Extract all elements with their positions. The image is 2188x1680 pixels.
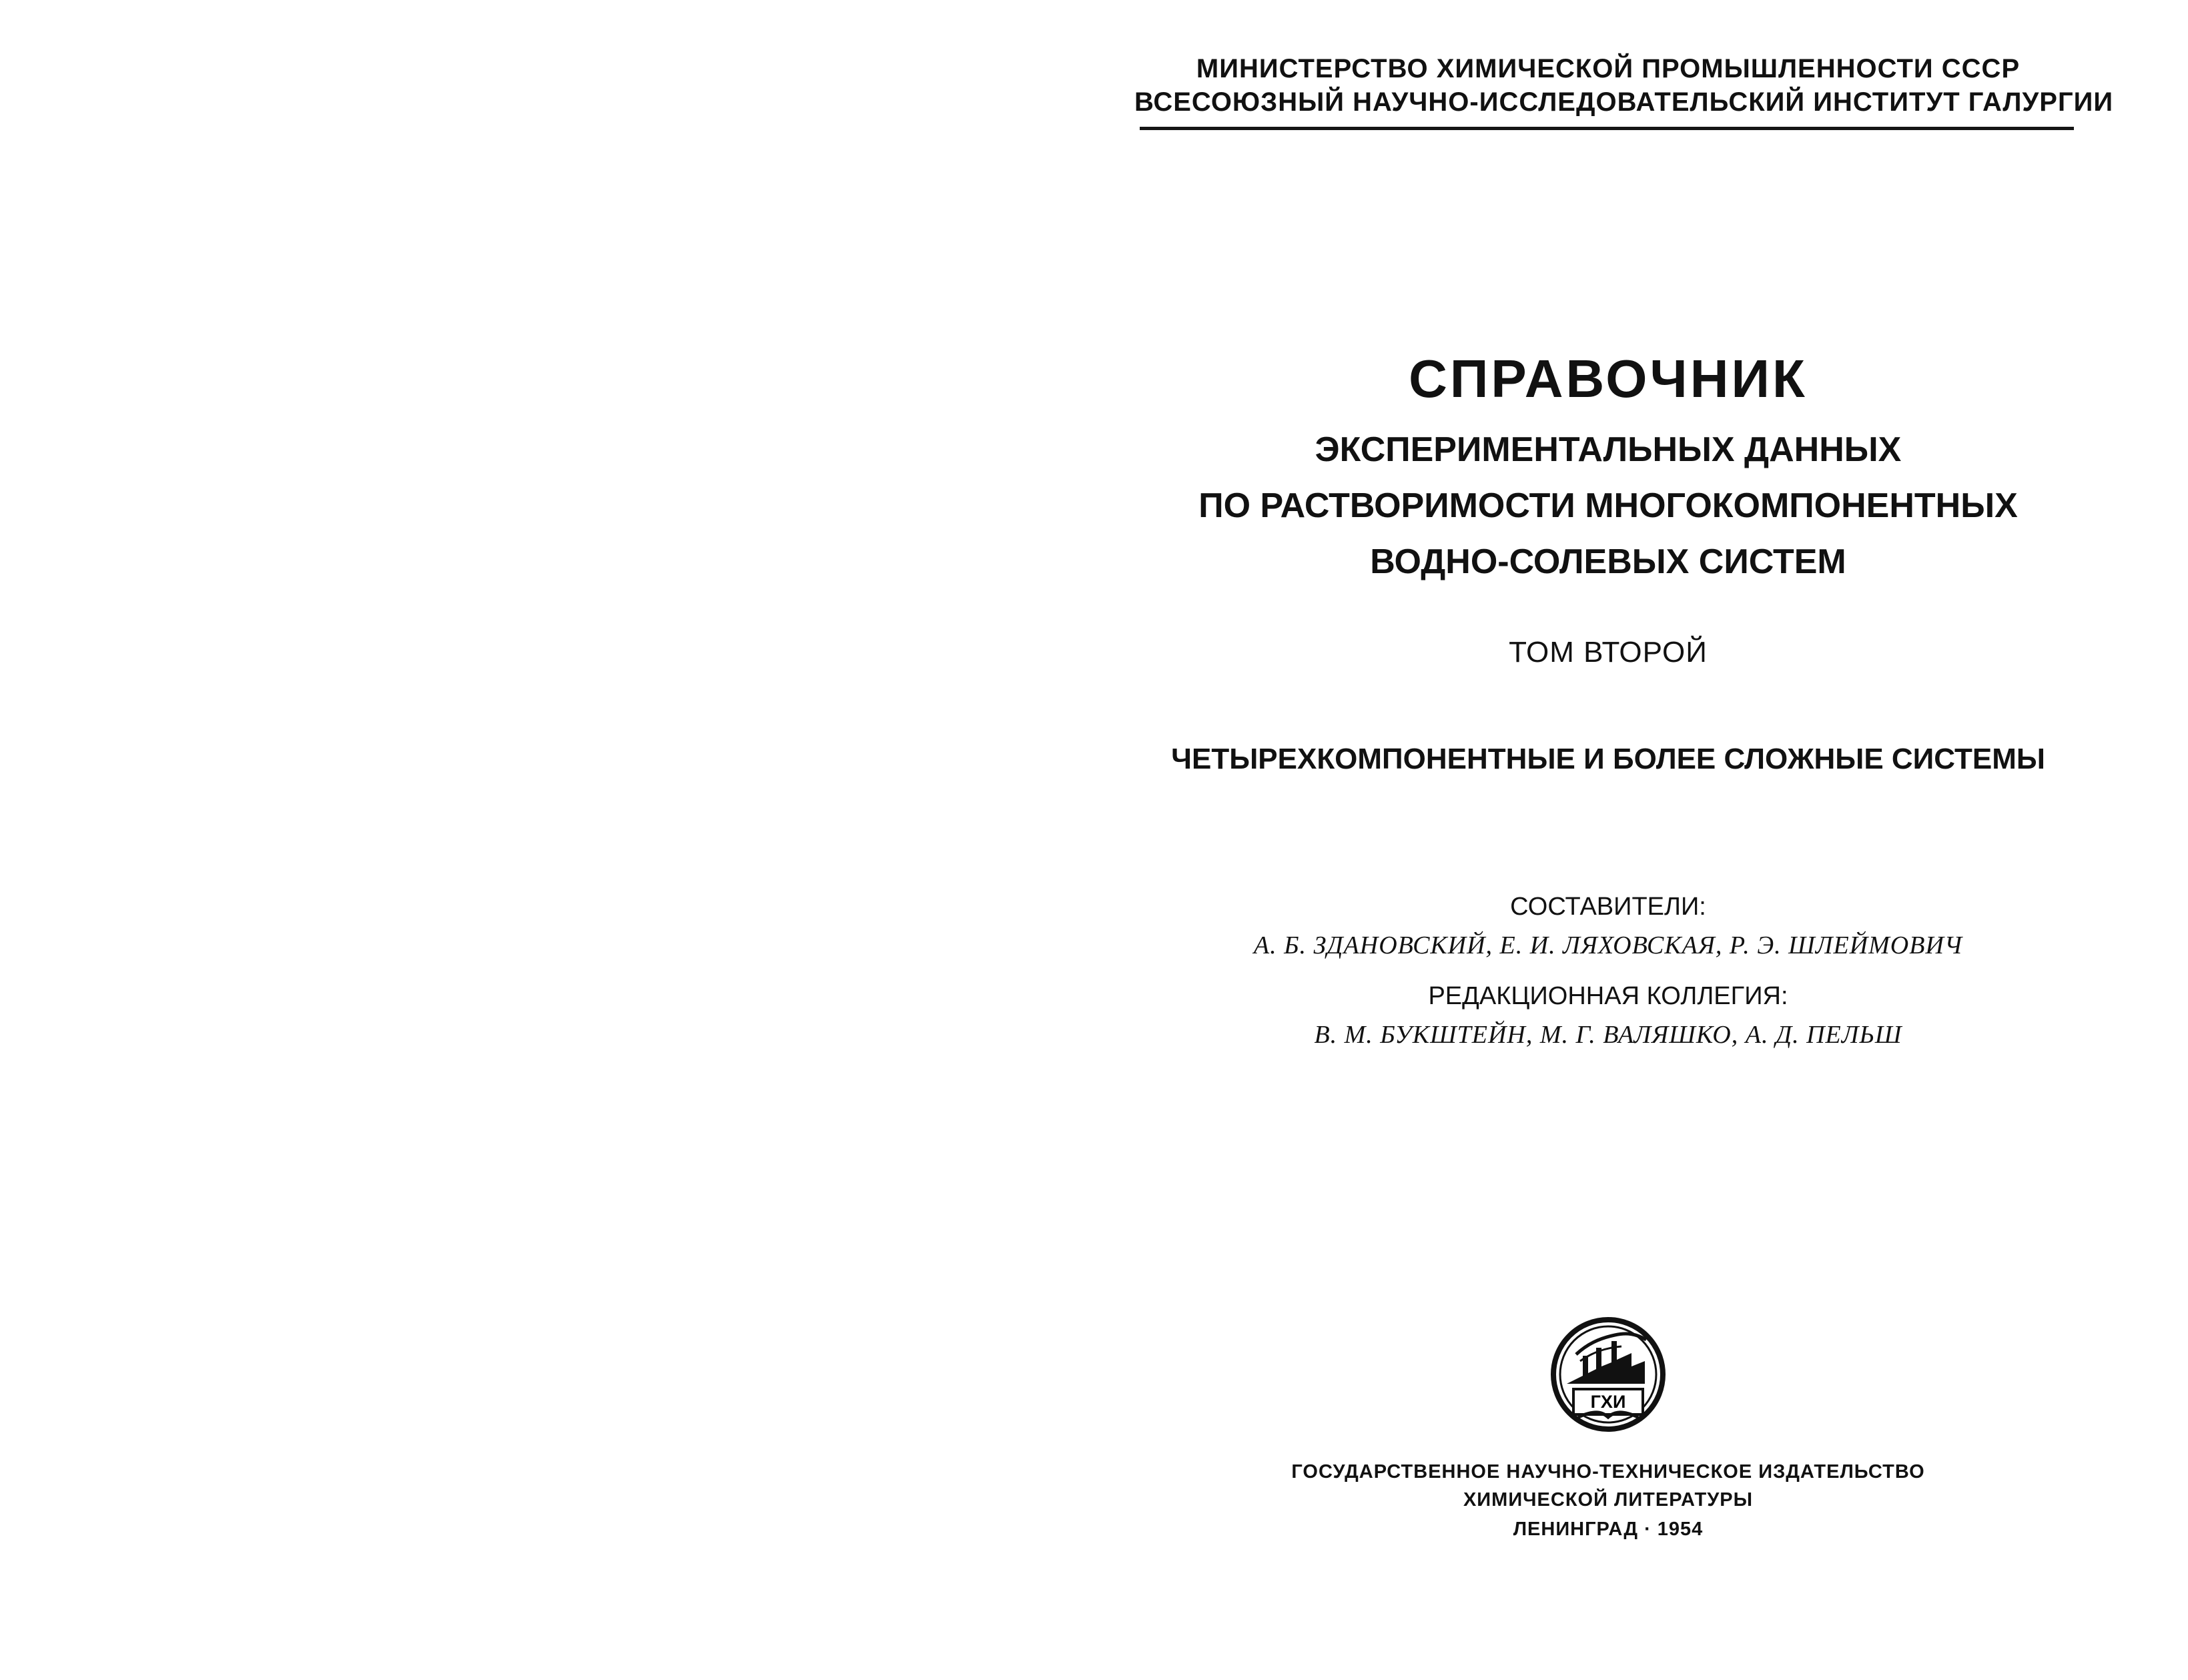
publisher-block xyxy=(1134,1458,2082,1514)
credits xyxy=(1134,887,2082,1066)
part-title: ЧЕТЫРЕХКОМПОНЕНТНЫЕ И БОЛЕЕ СЛОЖНЫЕ СИСТЕМЫ xyxy=(1171,743,2045,775)
institute-name: ВСЕСОЮЗНЫЙ НАУЧНО-ИССЛЕДОВАТЕЛЬСКИЙ ИНСТИТУТ ГАЛУРГИИ xyxy=(1134,87,2114,117)
page-header xyxy=(1134,52,2114,119)
header-rule xyxy=(1140,127,2074,130)
book-title: СПРАВОЧНИК xyxy=(1409,349,1808,408)
compilers-label: СОСТАВИТЕЛИ: xyxy=(1510,893,1706,921)
publisher-line-2: ХИМИЧЕСКОЙ ЛИТЕРАТУРЫ xyxy=(1463,1489,1754,1511)
title-page xyxy=(1134,0,2114,1680)
book-subtitle xyxy=(1134,422,2082,590)
publisher-emblem-text: ГХИ xyxy=(1590,1392,1626,1412)
ministry-name: МИНИСТЕРСТВО ХИМИЧЕСКОЙ ПРОМЫШЛЕННОСТИ СССР xyxy=(1196,54,2021,83)
editorial-board-label: РЕДАКЦИОННАЯ КОЛЛЕГИЯ: xyxy=(1428,982,1788,1010)
subtitle-line-2: ПО РАСТВОРИМОСТИ МНОГОКОМПОНЕНТНЫХ xyxy=(1198,486,2018,525)
subtitle-line-1: ЭКСПЕРИМЕНТАЛЬНЫХ ДАННЫХ xyxy=(1315,430,1902,469)
editorial-board-names: В. М. БУКШТЕЙН, М. Г. ВАЛЯШКО, А. Д. ПЕЛЬШ xyxy=(1314,1021,1902,1049)
compilers-names: А. Б. ЗДАНОВСКИЙ, Е. И. ЛЯХОВСКАЯ, Р. Э. ШЛЕЙМОВИЧ xyxy=(1253,931,1963,959)
publisher-emblem-icon xyxy=(1548,1314,1668,1434)
place-and-year: ЛЕНИНГРАД · 1954 xyxy=(1513,1519,1704,1540)
subtitle-line-3: ВОДНО-СОЛЕВЫХ СИСТЕМ xyxy=(1370,542,1846,581)
volume-label: ТОМ ВТОРОЙ xyxy=(1509,636,1708,669)
publisher-line-1: ГОСУДАРСТВЕННОЕ НАУЧНО-ТЕХНИЧЕСКОЕ ИЗДАТЕЛЬСТВО xyxy=(1291,1461,1925,1483)
